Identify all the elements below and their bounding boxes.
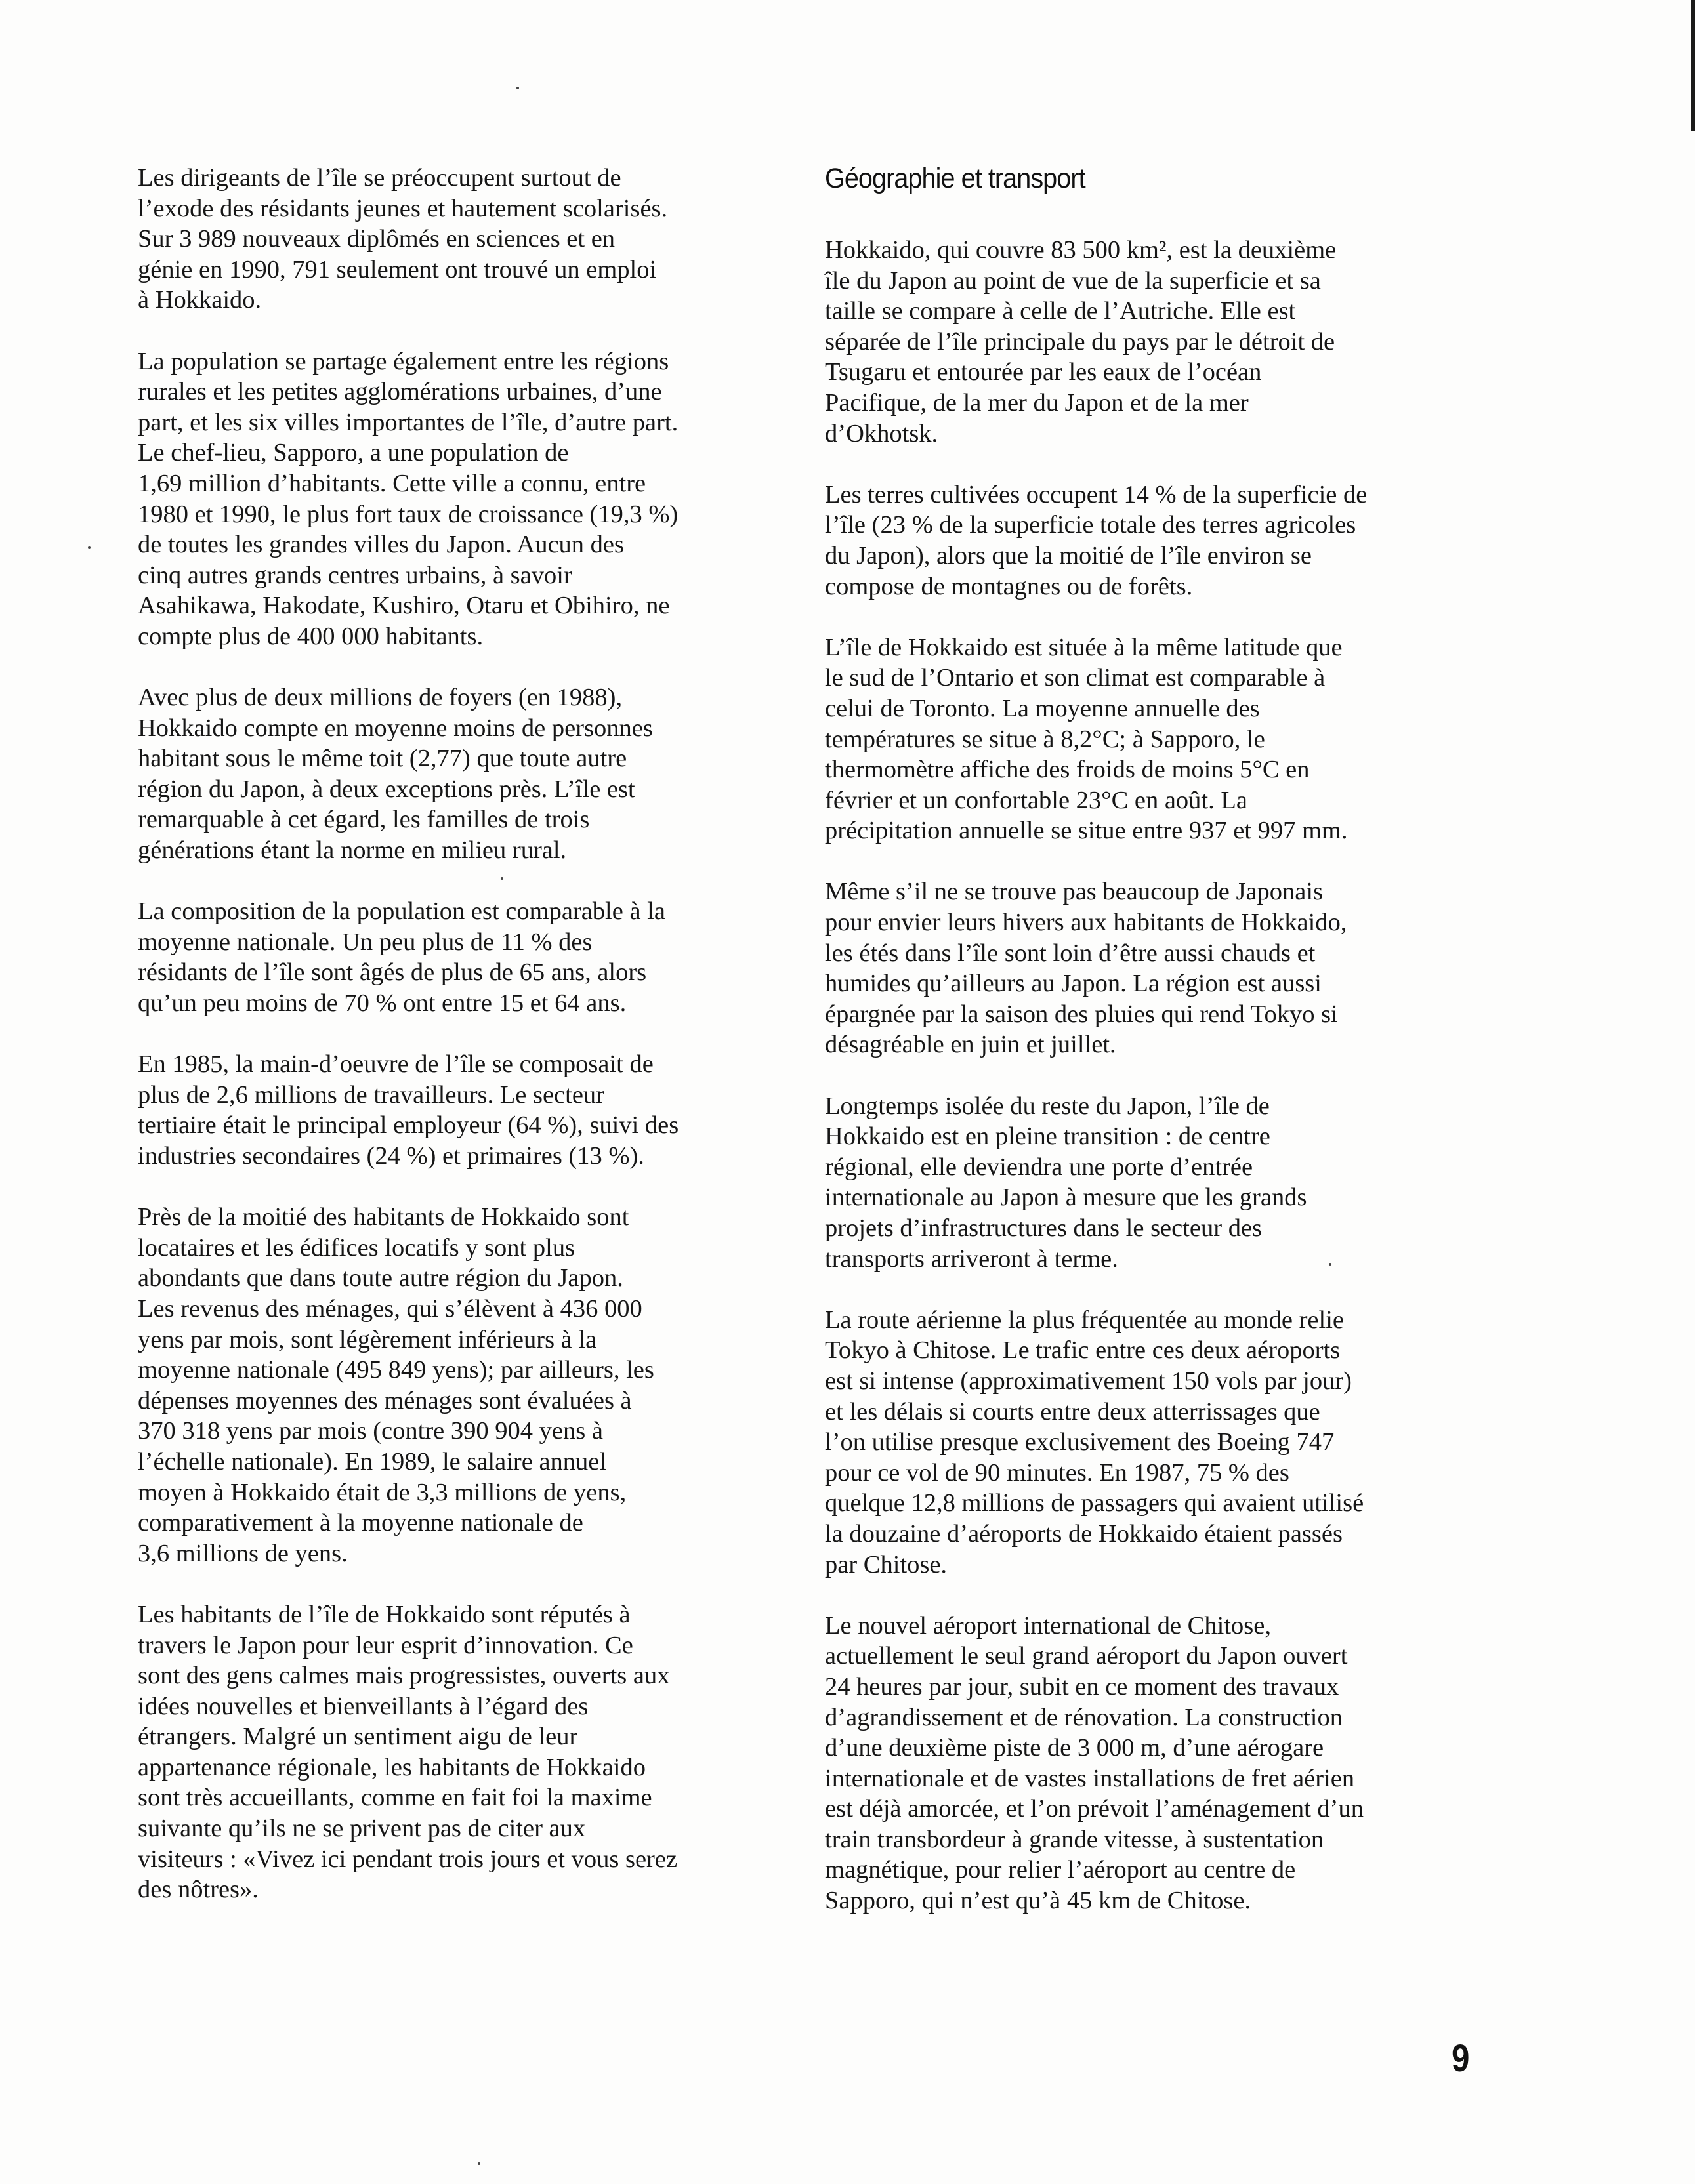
section-heading: Géographie et transport xyxy=(825,163,1085,194)
page-number: 9 xyxy=(1452,2037,1470,2080)
paragraph-inhabitants: Les habitants de l’île de Hokkaido sont réputés à travers le Japon pour leur esprit d’innovation. Ce sont des gens calmes mais progressistes, ouverts aux idées nouvelles et bienveillants à l’égard des étrangers. Malgré un sentiment aigu de leur appartenance régionale, les habitants de Hokkaido sont très accueillants, comme en fait foi la maxime suivante qu’ils ne se privent pas de citer aux visiteurs : «Vivez ici pendant trois jours et vous serez des nôtres». xyxy=(138,1600,678,1904)
paragraph-population: La population se partage également entre les régions rurales et les petites agglomérations urbaines, d’une part, et les six villes importantes de l’île, d’autre part. Le chef-lieu, Sapporo, a une population de 1,69 million d’habitants. Cette ville a connu, entre 1980 et 1990, le plus fort taux de croissance (19,3 %) de toutes les grandes villes du Japon. Aucun des cinq autres grands centres urbains, à savoir Asahikawa, Hakodate, Kushiro, Otaru et Obihiro, ne compte plus de 400 000 habitants. xyxy=(138,347,679,650)
paragraph-graduates: Les dirigeants de l’île se préoccupent surtout de l’exode des résidants jeunes et hautement scolarisés. Sur 3 989 nouveaux diplômés en sciences et en génie en 1990, 791 seulement ont trouvé un emploi à Hokkaido. xyxy=(138,164,668,314)
scan-speck xyxy=(88,546,91,549)
scan-speck xyxy=(478,2162,480,2165)
scan-speck xyxy=(1329,1263,1331,1266)
left-column xyxy=(138,163,787,1935)
paragraph-new-airport: Le nouvel aéroport international de Chitose, actuellement le seul grand aéroport du Japon ouvert 24 heures par jour, subit en ce moment des travaux d’agrandissement et de rénovation. La construction d’une deuxième piste de 3 000 m, d’une aérogare internationale et de vastes installations de fret aérien est déjà amorcée, et l’on prévoit l’aménagement d’un train transbordeur à grande vitesse, à sustentation magnétique, pour relier l’aéroport au centre de Sapporo, qui n’est qu’à 45 km de Chitose. xyxy=(825,1611,1364,1915)
paragraph-area: Hokkaido, qui couvre 83 500 km², est la deuxième île du Japon au point de vue de la superficie et sa taille se compare à celle de l’Autriche. Elle est séparée de l’île principale du pays par le détroit de Tsugaru et entourée par les eaux de l’océan Pacifique, de la mer du Japon et de la mer d’Okhotsk. xyxy=(825,236,1337,447)
page-edge-shadow xyxy=(1691,0,1695,131)
paragraph-land-use: Les terres cultivées occupent 14 % de la superficie de l’île (23 % de la superficie totale des terres agricoles du Japon), alors que la moitié de l’île environ se compose de montagnes ou de forêts. xyxy=(825,480,1368,600)
paragraph-income: Près de la moitié des habitants de Hokkaido sont locataires et les édifices locatifs y sont plus abondants que dans toute autre région du Japon. Les revenus des ménages, qui s’élèvent à 436 000 yens par mois, sont légèrement inférieurs à la moyenne nationale (495 849 yens); par ailleurs, les dépenses moyennes des ménages sont évaluées à 370 318 yens par mois (contre 390 904 yens à l’échelle nationale). En 1989, le salaire annuel moyen à Hokkaido était de 3,3 millions de yens, comparativement à la moyenne nationale de 3,6 millions de yens. xyxy=(138,1203,654,1567)
paragraph-transition: Longtemps isolée du reste du Japon, l’île de Hokkaido est en pleine transition : de centre régional, elle deviendra une porte d’entrée internationale au Japon à mesure que les grands projets d’infrastructures dans le secteur des transports arriveront à terme. xyxy=(825,1092,1307,1273)
paragraph-summers: Même s’il ne se trouve pas beaucoup de Japonais pour envier leurs hivers aux habitants de Hokkaido, les étés dans l’île sont loin d’être aussi chauds et humides qu’ailleurs au Japon. La région est aussi épargnée par la saison des pluies qui rend Tokyo si désagréable en juin et juillet. xyxy=(825,878,1347,1059)
paragraph-households: Avec plus de deux millions de foyers (en 1988), Hokkaido compte en moyenne moins de personnes habitant sous le même toit (2,77) que toute autre région du Japon, à deux exceptions près. L’île est remarquable à cet égard, les familles de trois générations étant la norme en milieu rural. xyxy=(138,684,653,865)
paragraph-workforce: En 1985, la main-d’oeuvre de l’île se composait de plus de 2,6 millions de travailleurs. Le secteur tertiaire était le principal employeur (64 %), suivi des industries secondaires (24 %) et primaires (13 %). xyxy=(138,1050,679,1170)
right-column xyxy=(825,163,1475,1947)
scan-speck xyxy=(501,877,503,880)
paragraph-composition: La composition de la population est comparable à la moyenne nationale. Un peu plus de 11 % des résidants de l’île sont âgés de plus de 65 ans, alors qu’un peu moins de 70 % ont entre 15 et 64 ans. xyxy=(138,897,665,1018)
paragraph-air-route: La route aérienne la plus fréquentée au monde relie Tokyo à Chitose. Le trafic entre ces deux aéroports est si intense (approximativement 150 vols par jour) et les délais si courts entre deux atterrissages que l’on utilise presque exclusivement des Boeing 747 pour ce vol de 90 minutes. En 1987, 75 % des quelque 12,8 millions de passagers qui avaient utilisé la douzaine d’aéroports de Hokkaido étaient passés par Chitose. xyxy=(825,1306,1364,1578)
paragraph-climate: L’île de Hokkaido est située à la même latitude que le sud de l’Ontario et son climat est comparable à celui de Toronto. La moyenne annuelle des températures se situe à 8,2°C; à Sapporo, le thermomètre affiche des froids de moins 5°C en février et un confortable 23°C en août. La précipitation annuelle se situe entre 937 et 997 mm. xyxy=(825,633,1348,845)
scan-speck xyxy=(516,87,519,89)
